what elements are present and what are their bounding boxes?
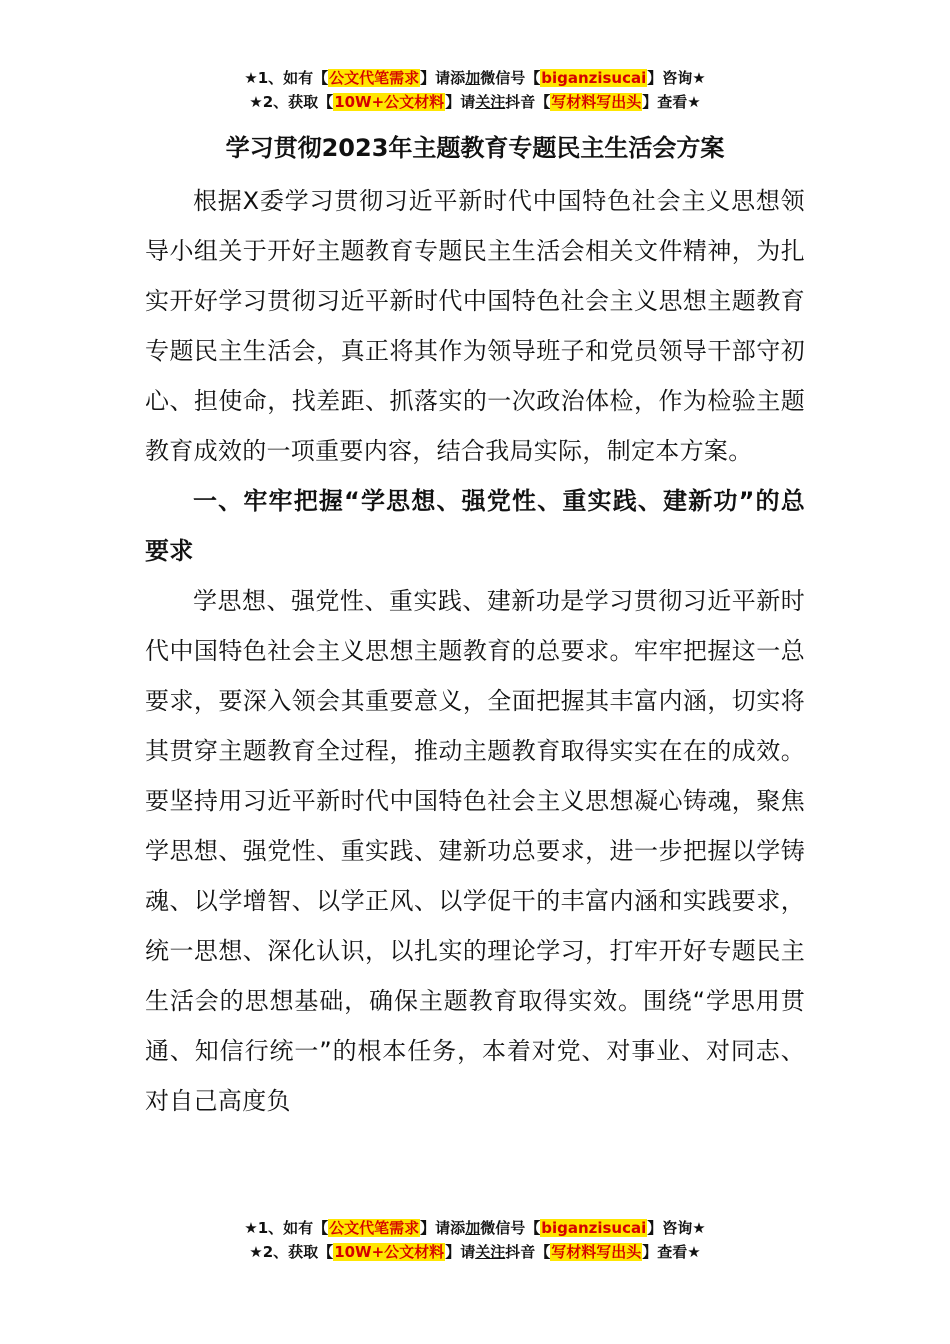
promo-highlight-douyin-id: 写材料写出头 <box>551 1243 642 1261</box>
promo-underlined-text: 关注 <box>475 93 506 111</box>
promo-text: 】请添 <box>420 1219 466 1237</box>
promo-text: 】查看★ <box>642 1243 701 1261</box>
promo-text: 】请 <box>445 93 476 111</box>
promo-text: 】咨询★ <box>647 1219 706 1237</box>
promo-text: 】咨询★ <box>647 69 706 87</box>
promo-highlight: 公文代笔需求 <box>329 1219 420 1237</box>
document-body <box>145 176 805 1126</box>
promo-highlight-wechat-id: biganzisucai <box>541 1219 647 1237</box>
promo-highlight: 10W+公文材料 <box>334 93 445 111</box>
promo-text: 】查看★ <box>642 93 701 111</box>
promo-line-1 <box>0 1216 950 1240</box>
promo-line-2 <box>0 1240 950 1264</box>
promo-text: ★2、获取【 <box>249 1243 334 1261</box>
promo-underlined-text: 关注 <box>475 1243 506 1261</box>
promo-text: 抖音【 <box>505 93 551 111</box>
promo-highlight: 10W+公文材料 <box>334 1243 445 1261</box>
section-1-paragraph: 学思想、强党性、重实践、建新功是学习贯彻习近平新时代中国特色社会主义思想主题教育的总要求。牢牢把握这一总要求，要深入领会其重要意义，全面把握其丰富内涵，切实将其贯穿主题教育全过程，推动主题教育取得实实在在的成效。要坚持用习近平新时代中国特色社会主义思想凝心铸魂，聚焦学思想、强党性、重实践、建新功总要求，进一步把握以学铸魂、以学增智、以学正风、以学促干的丰富内涵和实践要求，统一思想、深化认识，以扎实的理论学习，打牢开好专题民主生活会的思想基础，确保主题教育取得实效。围绕“学思用贯通、知信行统一”的根本任务，本着对党、对事业、对同志、对自己高度负 <box>145 587 806 1115</box>
intro-paragraph: 根据X委学习贯彻习近平新时代中国特色社会主义思想领导小组关于开好主题教育专题民主生活会相关文件精神，为扎实开好学习贯彻习近平新时代中国特色社会主义思想主题教育专题民主生活会，真正将其作为领导班子和党员领导干部守初心、担使命，找差距、抓落实的一次政治体检，作为检验主题教育成效的一项重要内容，结合我局实际，制定本方案。 <box>145 187 805 465</box>
promo-text: 】请添 <box>420 69 466 87</box>
promo-highlight: 公文代笔需求 <box>329 69 420 87</box>
promo-text: ★1、如有【 <box>244 69 329 87</box>
promo-underlined-text: 加 <box>465 1219 481 1237</box>
promo-text: ★2、获取【 <box>249 93 334 111</box>
promo-highlight-douyin-id: 写材料写出头 <box>551 93 642 111</box>
promo-text: ★1、如有【 <box>244 1219 329 1237</box>
promo-highlight-wechat-id: biganzisucai <box>541 69 647 87</box>
promo-banner-top <box>0 66 950 114</box>
promo-line-1 <box>0 66 950 90</box>
section-1-heading: 一、牢牢把握“学思想、强党性、重实践、建新功”的总要求 <box>145 487 805 565</box>
promo-text: 微信号【 <box>480 1219 541 1237</box>
promo-line-2 <box>0 90 950 114</box>
promo-underlined-text: 加 <box>465 69 481 87</box>
promo-banner-bottom <box>0 1216 950 1264</box>
promo-text: 微信号【 <box>480 69 541 87</box>
promo-text: 抖音【 <box>505 1243 551 1261</box>
promo-text: 】请 <box>445 1243 476 1261</box>
document-title: 学习贯彻2023年主题教育专题民主生活会方案 <box>225 134 725 162</box>
